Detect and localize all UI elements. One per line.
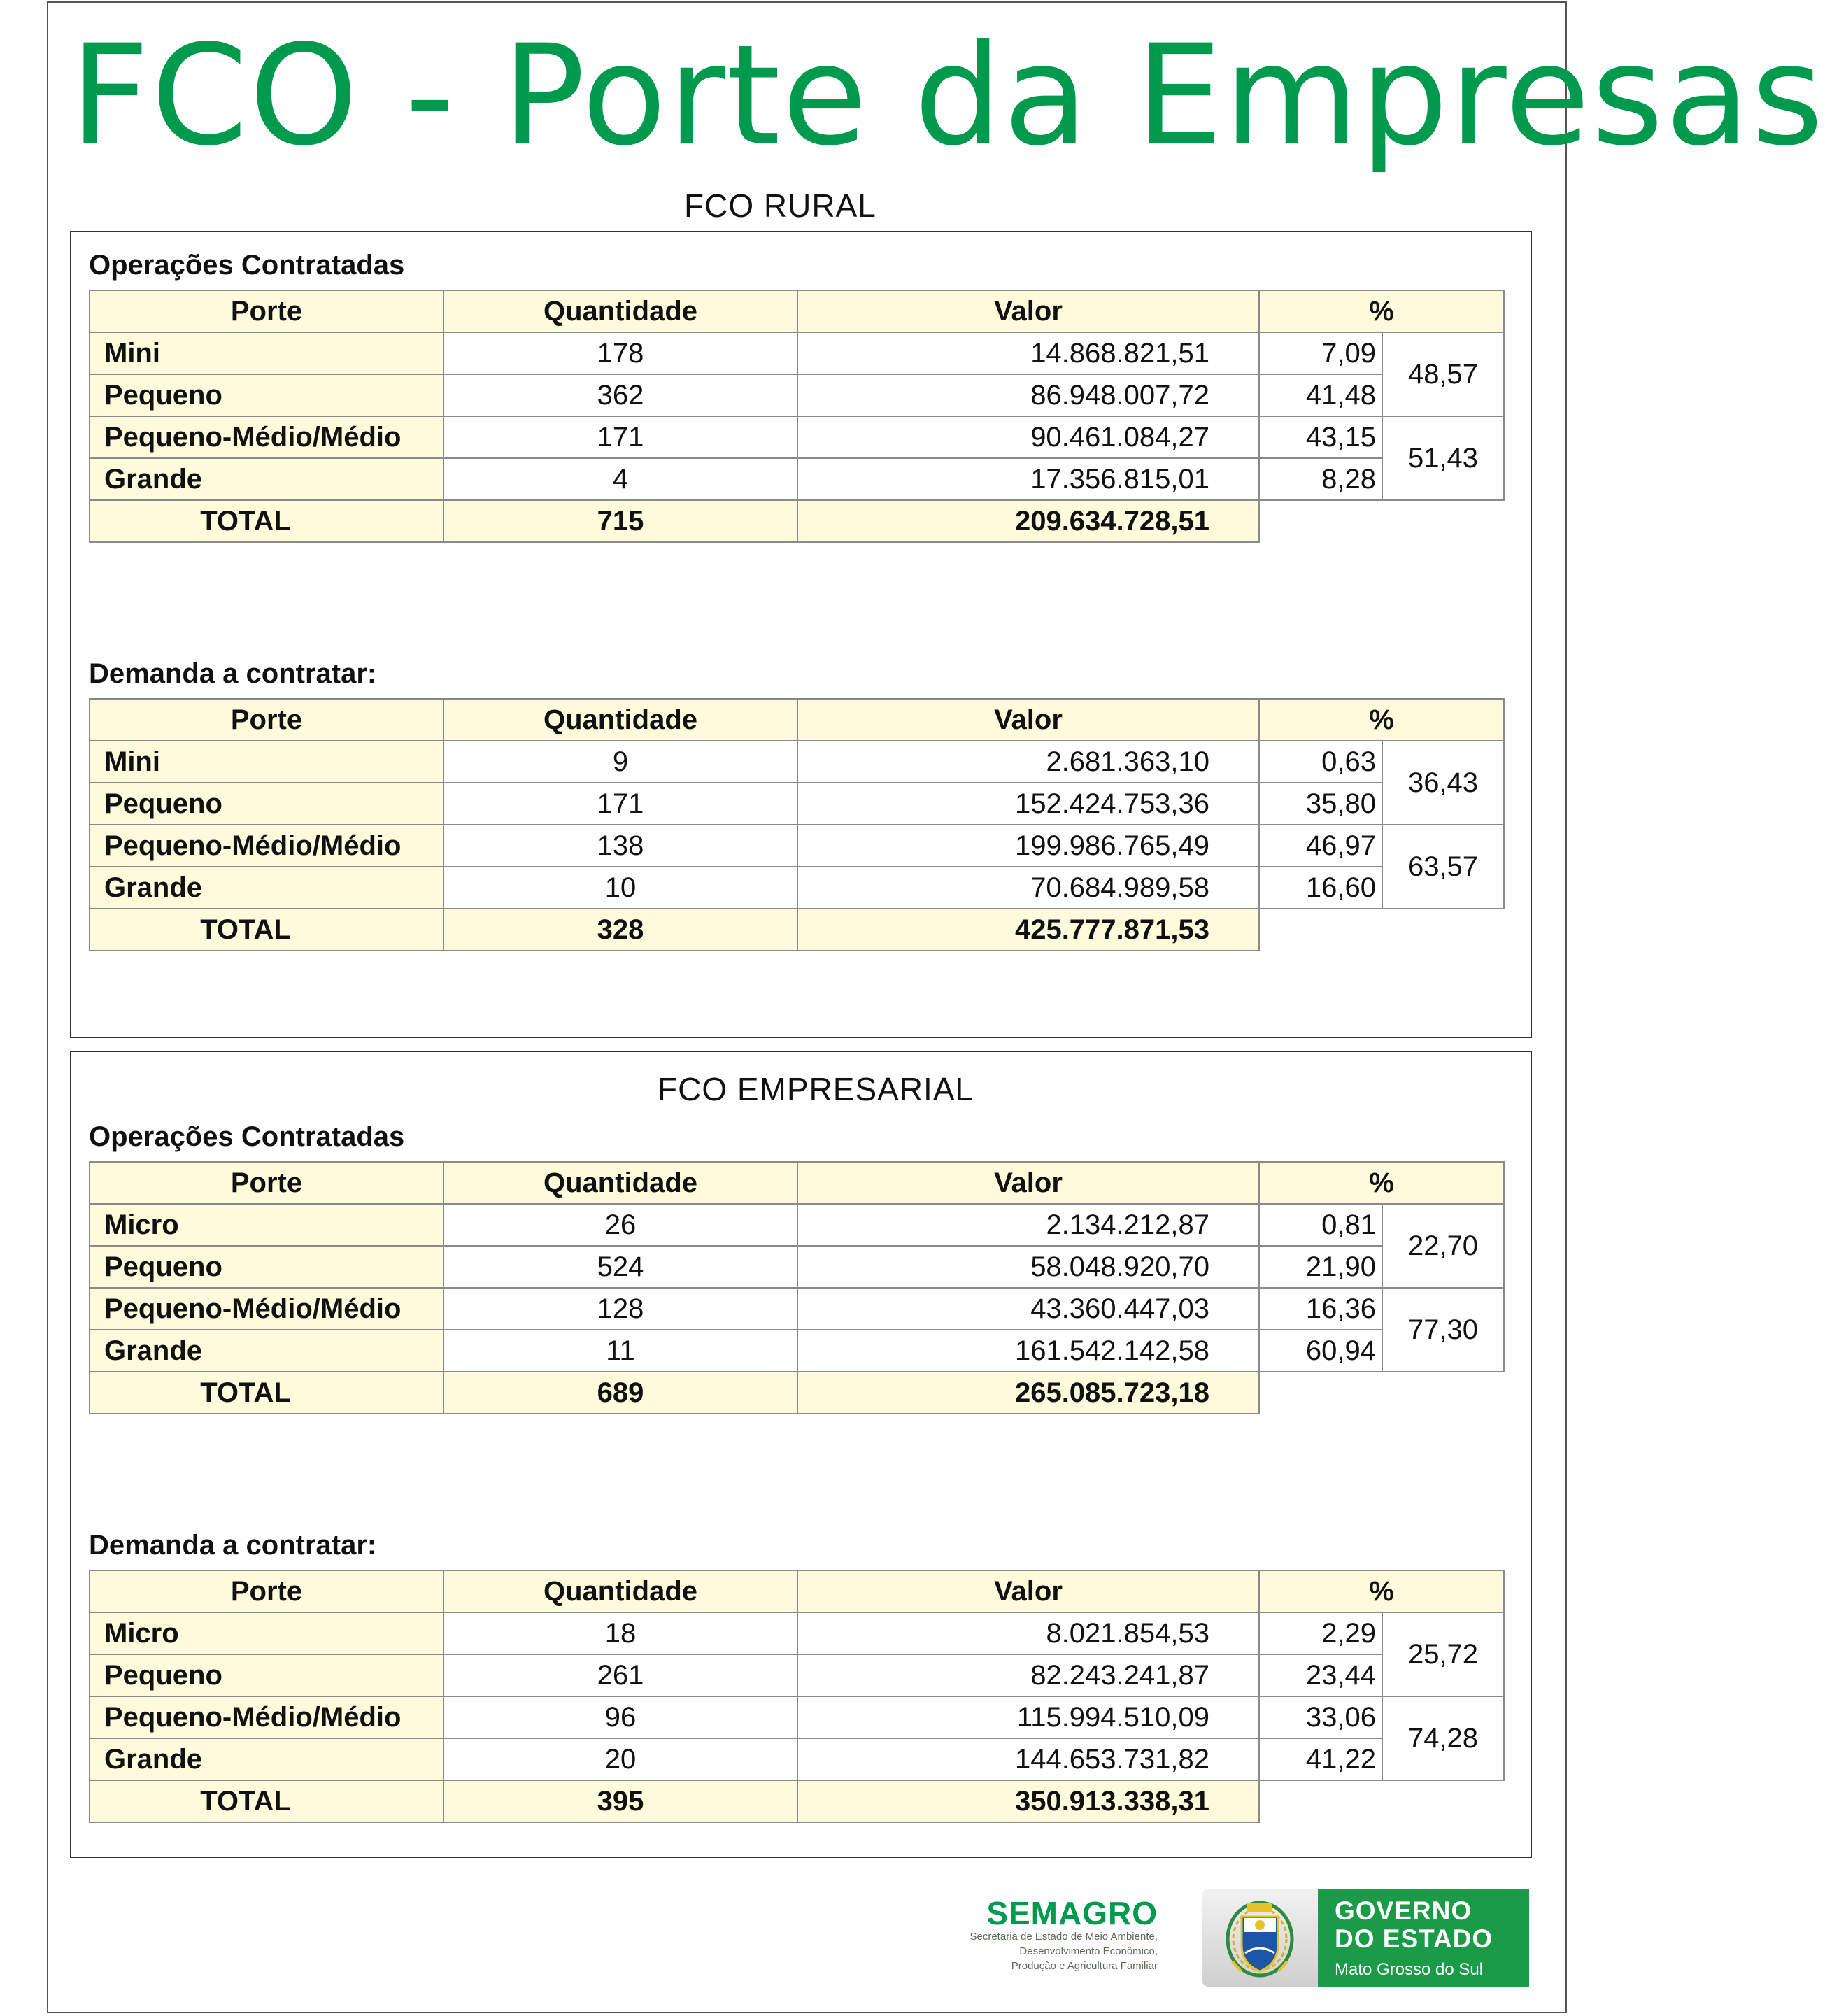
header-quantidade: Quantidade <box>443 290 797 332</box>
table-total-row <box>90 1372 1504 1414</box>
table-header-row <box>90 290 1504 332</box>
cell-percent: 16,60 <box>1259 867 1382 909</box>
data-table-empresarial-operacoes <box>89 1161 1505 1414</box>
cell-porte: Micro <box>90 1204 443 1246</box>
header-valor: Valor <box>797 290 1259 332</box>
cell-percent: 46,97 <box>1259 825 1382 867</box>
cell-percent: 41,22 <box>1259 1738 1382 1780</box>
blank-cell <box>1259 909 1504 951</box>
table-row <box>90 374 1504 416</box>
cell-valor: 70.684.989,58 <box>797 867 1259 909</box>
table-row <box>90 332 1504 374</box>
cell-valor: 152.424.753,36 <box>797 783 1259 825</box>
cell-valor: 2.681.363,10 <box>797 741 1259 783</box>
cell-porte: Grande <box>90 1738 443 1780</box>
table-row <box>90 1288 1504 1330</box>
cell-porte: Grande <box>90 1330 443 1372</box>
blank-cell <box>1259 1780 1504 1822</box>
cell-valor: 43.360.447,03 <box>797 1288 1259 1330</box>
header-valor: Valor <box>797 1162 1259 1204</box>
cell-quantidade: 10 <box>443 867 797 909</box>
table-label: Operações Contratadas <box>89 250 405 281</box>
cell-group-percent: 48,57 <box>1382 332 1504 416</box>
total-quantidade: 328 <box>443 909 797 951</box>
semagro-logo <box>941 1897 1158 1973</box>
table-header-row <box>90 1162 1504 1204</box>
total-valor: 350.913.338,31 <box>797 1780 1259 1822</box>
semagro-subtitle-line: Produção e Agricultura Familiar <box>1011 1960 1158 1972</box>
semagro-subtitle-line: Secretaria de Estado de Meio Ambiente, <box>970 1931 1158 1943</box>
table-row <box>90 783 1504 825</box>
blank-cell <box>1259 1372 1504 1414</box>
cell-porte: Pequeno-Médio/Médio <box>90 1696 443 1738</box>
state-name: Mato Grosso do Sul <box>1335 1960 1484 1979</box>
coat-of-arms-icon <box>1202 1889 1318 1987</box>
table-total-row <box>90 500 1504 542</box>
cell-quantidade: 138 <box>443 825 797 867</box>
cell-quantidade: 18 <box>443 1612 797 1654</box>
cell-porte: Pequeno <box>90 1246 443 1288</box>
page-title: FCO - Porte da Empresas <box>70 15 1825 176</box>
table-row <box>90 1330 1504 1372</box>
do-estado-line: DO ESTADO <box>1335 1924 1493 1953</box>
total-quantidade: 715 <box>443 500 797 542</box>
cell-quantidade: 171 <box>443 416 797 458</box>
table-row <box>90 1204 1504 1246</box>
data-table-empresarial-demanda <box>89 1570 1505 1823</box>
cell-quantidade: 11 <box>443 1330 797 1372</box>
header-percent: % <box>1259 290 1504 332</box>
cell-quantidade: 261 <box>443 1654 797 1696</box>
cell-quantidade: 178 <box>443 332 797 374</box>
cell-porte: Pequeno-Médio/Médio <box>90 825 443 867</box>
table-row <box>90 1696 1504 1738</box>
total-valor: 425.777.871,53 <box>797 909 1259 951</box>
cell-quantidade: 96 <box>443 1696 797 1738</box>
cell-valor: 17.356.815,01 <box>797 458 1259 500</box>
header-porte: Porte <box>90 290 443 332</box>
table-row <box>90 1654 1504 1696</box>
header-quantidade: Quantidade <box>443 1570 797 1612</box>
semagro-subtitle-line: Desenvolvimento Econômico, <box>1019 1945 1158 1957</box>
header-quantidade: Quantidade <box>443 699 797 741</box>
header-percent: % <box>1259 1162 1504 1204</box>
cell-quantidade: 524 <box>443 1246 797 1288</box>
governo-line: GOVERNO <box>1335 1896 1472 1925</box>
table-row <box>90 1612 1504 1654</box>
cell-percent: 60,94 <box>1259 1330 1382 1372</box>
cell-valor: 58.048.920,70 <box>797 1246 1259 1288</box>
cell-valor: 144.653.731,82 <box>797 1738 1259 1780</box>
cell-quantidade: 171 <box>443 783 797 825</box>
cell-porte: Pequeno <box>90 374 443 416</box>
cell-valor: 90.461.084,27 <box>797 416 1259 458</box>
cell-group-percent: 51,43 <box>1382 416 1504 500</box>
cell-percent: 41,48 <box>1259 374 1382 416</box>
table-row <box>90 416 1504 458</box>
total-valor: 209.634.728,51 <box>797 500 1259 542</box>
cell-valor: 86.948.007,72 <box>797 374 1259 416</box>
cell-percent: 16,36 <box>1259 1288 1382 1330</box>
cell-valor: 161.542.142,58 <box>797 1330 1259 1372</box>
semagro-name: SEMAGRO <box>986 1895 1158 1931</box>
cell-porte: Grande <box>90 867 443 909</box>
cell-percent: 0,81 <box>1259 1204 1382 1246</box>
cell-quantidade: 128 <box>443 1288 797 1330</box>
cell-valor: 82.243.241,87 <box>797 1654 1259 1696</box>
cell-porte: Grande <box>90 458 443 500</box>
cell-porte: Mini <box>90 332 443 374</box>
header-valor: Valor <box>797 699 1259 741</box>
section-heading-rural: FCO RURAL <box>684 187 876 224</box>
governo-logo <box>1318 1889 1529 1987</box>
cell-percent: 2,29 <box>1259 1612 1382 1654</box>
cell-valor: 8.021.854,53 <box>797 1612 1259 1654</box>
cell-porte: Pequeno-Médio/Médio <box>90 1288 443 1330</box>
cell-group-percent: 77,30 <box>1382 1288 1504 1372</box>
cell-porte: Micro <box>90 1612 443 1654</box>
table-row <box>90 458 1504 500</box>
table-row <box>90 1246 1504 1288</box>
total-quantidade: 395 <box>443 1780 797 1822</box>
cell-percent: 23,44 <box>1259 1654 1382 1696</box>
header-porte: Porte <box>90 699 443 741</box>
cell-group-percent: 36,43 <box>1382 741 1504 825</box>
cell-group-percent: 63,57 <box>1382 825 1504 909</box>
cell-quantidade: 20 <box>443 1738 797 1780</box>
data-table-rural-operacoes <box>89 290 1505 543</box>
cell-porte: Pequeno <box>90 1654 443 1696</box>
header-valor: Valor <box>797 1570 1259 1612</box>
total-quantidade: 689 <box>443 1372 797 1414</box>
table-header-row <box>90 699 1504 741</box>
cell-valor: 199.986.765,49 <box>797 825 1259 867</box>
cell-group-percent: 74,28 <box>1382 1696 1504 1780</box>
cell-percent: 21,90 <box>1259 1246 1382 1288</box>
total-label: TOTAL <box>90 909 443 951</box>
cell-percent: 33,06 <box>1259 1696 1382 1738</box>
cell-group-percent: 22,70 <box>1382 1204 1504 1288</box>
data-table-rural-demanda <box>89 698 1505 951</box>
total-label: TOTAL <box>90 500 443 542</box>
cell-quantidade: 26 <box>443 1204 797 1246</box>
header-porte: Porte <box>90 1162 443 1204</box>
total-label: TOTAL <box>90 1780 443 1822</box>
table-row <box>90 1738 1504 1780</box>
cell-quantidade: 9 <box>443 741 797 783</box>
cell-percent: 0,63 <box>1259 741 1382 783</box>
header-percent: % <box>1259 699 1504 741</box>
header-percent: % <box>1259 1570 1504 1612</box>
header-quantidade: Quantidade <box>443 1162 797 1204</box>
cell-quantidade: 4 <box>443 458 797 500</box>
table-header-row <box>90 1570 1504 1612</box>
table-total-row <box>90 909 1504 951</box>
total-valor: 265.085.723,18 <box>797 1372 1259 1414</box>
cell-porte: Pequeno <box>90 783 443 825</box>
cell-percent: 43,15 <box>1259 416 1382 458</box>
cell-valor: 2.134.212,87 <box>797 1204 1259 1246</box>
cell-percent: 8,28 <box>1259 458 1382 500</box>
cell-valor: 14.868.821,51 <box>797 332 1259 374</box>
cell-valor: 115.994.510,09 <box>797 1696 1259 1738</box>
section-heading-empresarial: FCO EMPRESARIAL <box>658 1071 974 1107</box>
table-label: Demanda a contratar: <box>89 658 377 689</box>
cell-porte: Mini <box>90 741 443 783</box>
table-total-row <box>90 1780 1504 1822</box>
cell-group-percent: 25,72 <box>1382 1612 1504 1696</box>
header-porte: Porte <box>90 1570 443 1612</box>
total-label: TOTAL <box>90 1372 443 1414</box>
table-label: Operações Contratadas <box>89 1121 405 1152</box>
table-row <box>90 825 1504 867</box>
cell-quantidade: 362 <box>443 374 797 416</box>
blank-cell <box>1259 500 1504 542</box>
cell-porte: Pequeno-Médio/Médio <box>90 416 443 458</box>
cell-percent: 7,09 <box>1259 332 1382 374</box>
table-row <box>90 867 1504 909</box>
table-label: Demanda a contratar: <box>89 1530 377 1561</box>
cell-percent: 35,80 <box>1259 783 1382 825</box>
table-row <box>90 741 1504 783</box>
